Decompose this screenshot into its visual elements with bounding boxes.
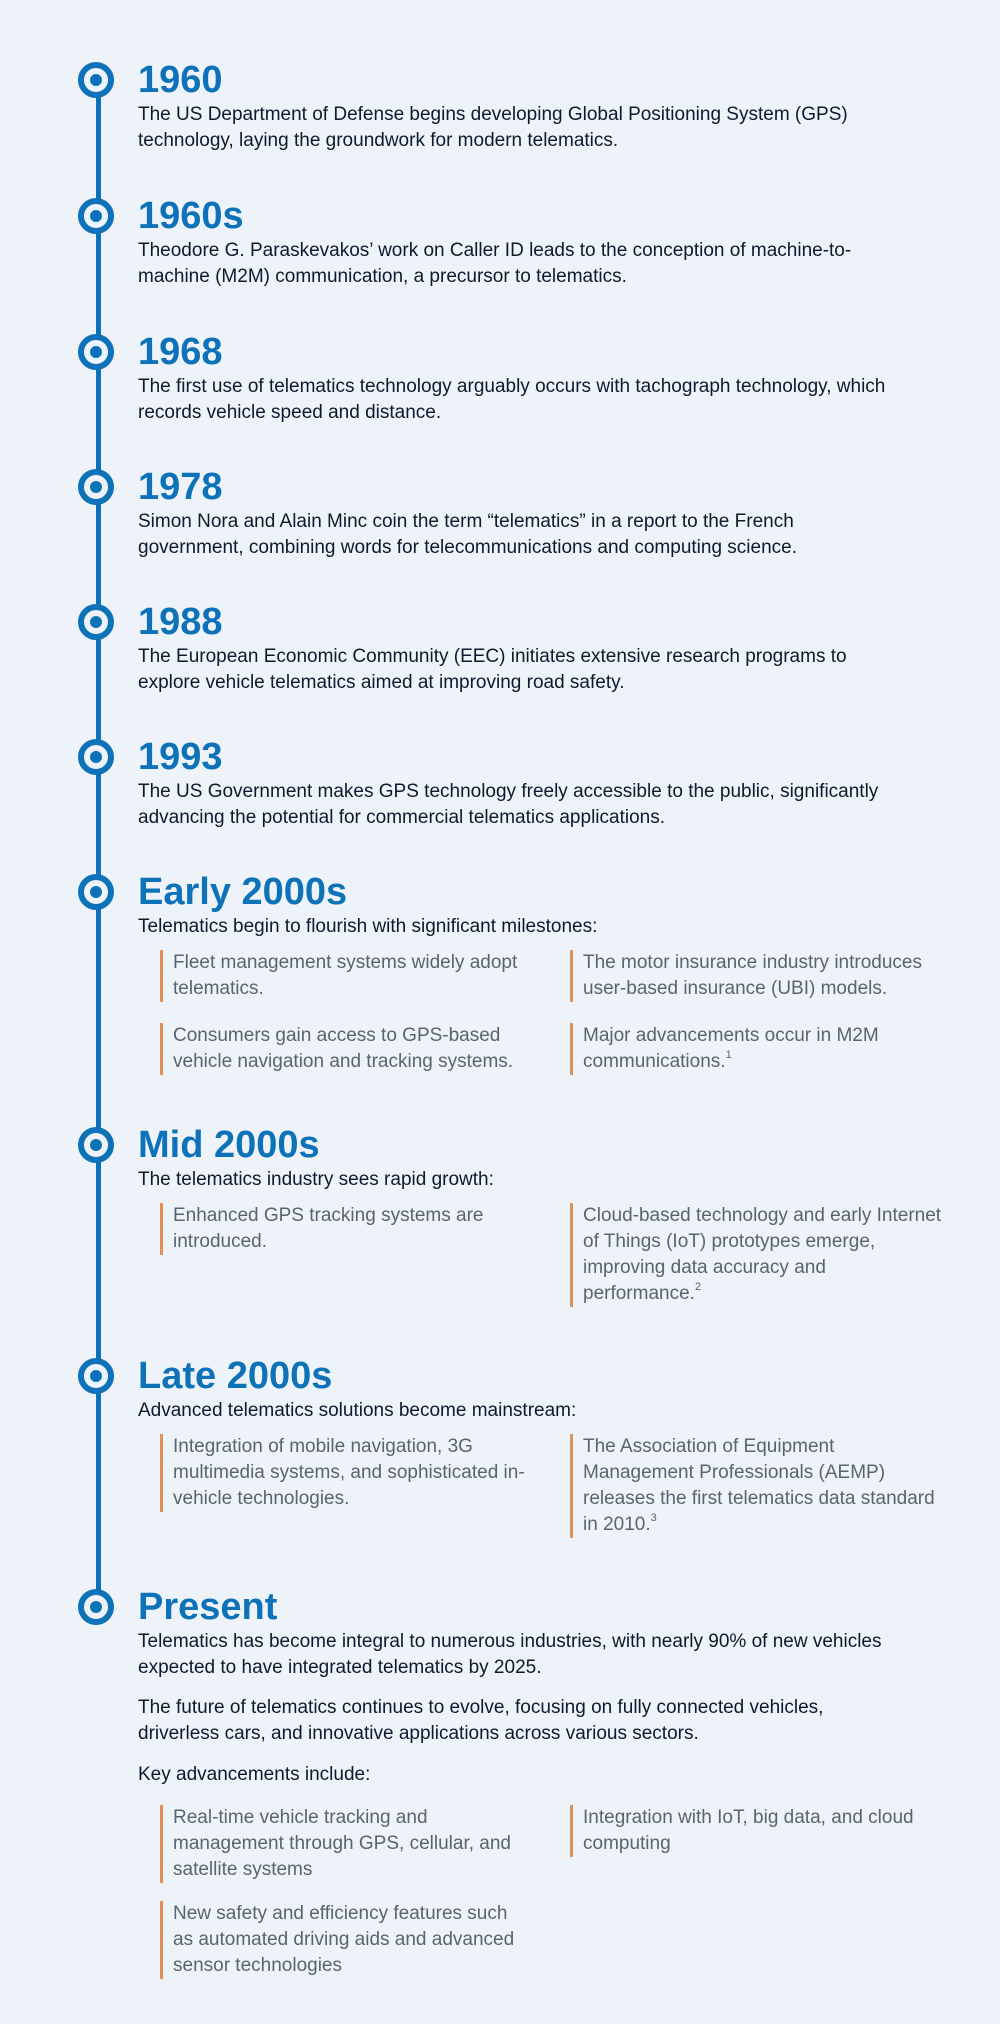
milestone-item: New safety and efficiency features such as automated driving aids and advanced sensor technologies (160, 1901, 532, 1979)
timeline-marker-icon (78, 739, 114, 775)
footnote-ref: 1 (725, 1049, 732, 1061)
footnote-ref: 2 (694, 1281, 702, 1293)
milestone-item: The Association of Equipment Management Professionals (AEMP) releases the first telematics data standard in 2010.$^3$ (570, 1434, 942, 1538)
event-description: Telematics begin to flourish with significant milestones: (138, 916, 598, 937)
milestone-item: Cloud-based technology and early Internet of Things (IoT) prototypes emerge, improving data accuracy and performance.$^2$ (570, 1203, 942, 1307)
milestone-item: Consumers gain access to GPS-based vehicle navigation and tracking systems. (160, 1023, 532, 1075)
timeline-marker-icon (78, 62, 114, 98)
event-year: 1993 (138, 736, 223, 778)
milestone-item: Real-time vehicle tracking and management through GPS, cellular, and satellite systems (160, 1805, 532, 1883)
event-description: The US Government makes GPS technology freely accessible to the public, significantly advancing the potential for commercial telematics applications. (138, 781, 879, 828)
event-description: The future of telematics continues to evolve, focusing on fully connected vehicles, driverless cars, and innovative applications across various sectors. (138, 1697, 824, 1744)
timeline-marker-icon (78, 334, 114, 370)
event-description: The telematics industry sees rapid growth: (138, 1169, 494, 1190)
key-advancements-heading: Key advancements include: (138, 1764, 371, 1785)
timeline-marker-icon (78, 604, 114, 640)
event-year: Early 2000s (138, 871, 348, 913)
milestone-item: Enhanced GPS tracking systems are introduced. (160, 1203, 532, 1255)
timeline-marker-icon (78, 874, 114, 910)
event-year: 1960s (138, 195, 244, 237)
milestone-item: Integration with IoT, big data, and cloud computing (570, 1805, 942, 1857)
event-year: 1978 (138, 466, 223, 508)
event-year: 1968 (138, 331, 223, 373)
timeline-marker-icon (78, 198, 114, 234)
event-description: Advanced telematics solutions become mainstream: (138, 1400, 577, 1421)
event-description: The US Department of Defense begins developing Global Positioning System (GPS) technology, laying the groundwork for modern telematics. (138, 104, 848, 151)
timeline-marker-icon (78, 1127, 114, 1163)
timeline-marker-icon (78, 1358, 114, 1394)
milestone-item: Major advancements occur in M2M communications.$^1$ (570, 1023, 942, 1075)
milestone-item: Fleet management systems widely adopt telematics. (160, 950, 532, 1002)
timeline-marker-icon (78, 469, 114, 505)
event-year: Late 2000s (138, 1355, 333, 1397)
event-description: The first use of telematics technology arguably occurs with tachograph technology, which records vehicle speed and distance. (138, 376, 886, 423)
footnote-ref: 3 (650, 1512, 657, 1524)
event-description: Telematics has become integral to numerous industries, with nearly 90% of new vehicles expected to have integrated telematics by 2025. (138, 1631, 882, 1678)
event-description: Simon Nora and Alain Minc coin the term “telematics” in a report to the French government, combining words for telecommunications and computing science. (138, 511, 797, 558)
milestone-item: The motor insurance industry introduces user-based insurance (UBI) models. (570, 950, 942, 1002)
timeline-marker-icon (78, 1589, 114, 1625)
event-year: 1988 (138, 601, 223, 643)
event-year: 1960 (138, 59, 223, 101)
milestone-item: Integration of mobile navigation, 3G multimedia systems, and sophisticated in-vehicle technologies. (160, 1434, 532, 1512)
event-description: Theodore G. Paraskevakos’ work on Caller ID leads to the conception of machine-to-machine (M2M) communication, a precursor to telematics. (138, 240, 852, 287)
event-description: The European Economic Community (EEC) initiates extensive research programs to explore vehicle telematics aimed at improving road safety. (138, 646, 847, 693)
event-year: Mid 2000s (138, 1124, 320, 1166)
event-year: Present (138, 1586, 278, 1628)
